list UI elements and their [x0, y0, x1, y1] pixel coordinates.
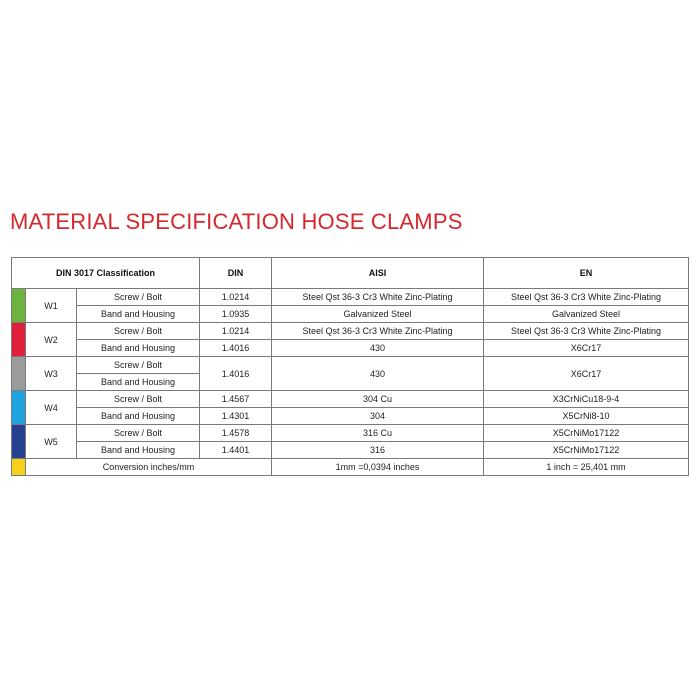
aisi-cell: 430	[272, 340, 484, 357]
header-en: EN	[484, 258, 689, 289]
en-cell: X6Cr17	[484, 357, 689, 391]
aisi-cell: 304 Cu	[272, 391, 484, 408]
conversion-color-bar	[12, 459, 26, 476]
aisi-cell: Galvanized Steel	[272, 306, 484, 323]
part-cell: Band and Housing	[77, 306, 200, 323]
conversion-en: 1 inch = 25,401 mm	[484, 459, 689, 476]
part-cell: Band and Housing	[77, 340, 200, 357]
table-row	[12, 340, 689, 357]
part-cell: Screw / Bolt	[77, 425, 200, 442]
aisi-cell: 430	[272, 357, 484, 391]
material-spec-table	[11, 257, 689, 476]
en-cell: Steel Qst 36-3 Cr3 White Zinc-Plating	[484, 323, 689, 340]
en-cell: X6Cr17	[484, 340, 689, 357]
din-cell: 1.4016	[200, 357, 272, 391]
grade-color-bar	[12, 323, 26, 357]
part-cell: Screw / Bolt	[77, 391, 200, 408]
table-row	[12, 357, 689, 374]
table-row	[12, 442, 689, 459]
en-cell: Steel Qst 36-3 Cr3 White Zinc-Plating	[484, 289, 689, 306]
part-cell: Band and Housing	[77, 442, 200, 459]
din-cell: 1.4016	[200, 340, 272, 357]
aisi-cell: 316 Cu	[272, 425, 484, 442]
din-cell: 1.4567	[200, 391, 272, 408]
din-cell: 1.0935	[200, 306, 272, 323]
header-classification: DIN 3017 Classification	[12, 258, 200, 289]
grade-color-bar	[12, 425, 26, 459]
din-cell: 1.4401	[200, 442, 272, 459]
din-cell: 1.0214	[200, 323, 272, 340]
part-cell: Screw / Bolt	[77, 289, 200, 306]
din-cell: 1.4301	[200, 408, 272, 425]
table-row	[12, 391, 689, 408]
grade-label: W5	[26, 425, 77, 459]
table-row	[12, 425, 689, 442]
grade-color-bar	[12, 289, 26, 323]
conversion-row	[12, 459, 689, 476]
page-title: MATERIAL SPECIFICATION HOSE CLAMPS	[10, 209, 463, 234]
din-cell: 1.0214	[200, 289, 272, 306]
part-cell: Screw / Bolt	[77, 323, 200, 340]
grade-label: W4	[26, 391, 77, 425]
header-aisi: AISI	[272, 258, 484, 289]
table-row	[12, 306, 689, 323]
aisi-cell: Steel Qst 36-3 Cr3 White Zinc-Plating	[272, 323, 484, 340]
table-row	[12, 289, 689, 306]
part-cell: Band and Housing	[77, 408, 200, 425]
en-cell: X3CrNiCu18-9-4	[484, 391, 689, 408]
header-row	[12, 258, 689, 289]
conversion-aisi: 1mm =0,0394 inches	[272, 459, 484, 476]
header-din: DIN	[200, 258, 272, 289]
en-cell: X5CrNiMo17122	[484, 442, 689, 459]
grade-label: W3	[26, 357, 77, 391]
aisi-cell: 316	[272, 442, 484, 459]
aisi-cell: Steel Qst 36-3 Cr3 White Zinc-Plating	[272, 289, 484, 306]
conversion-label: Conversion inches/mm	[26, 459, 272, 476]
din-cell: 1.4578	[200, 425, 272, 442]
en-cell: Galvanized Steel	[484, 306, 689, 323]
grade-label: W1	[26, 289, 77, 323]
grade-color-bar	[12, 357, 26, 391]
en-cell: X5CrNi8-10	[484, 408, 689, 425]
grade-label: W2	[26, 323, 77, 357]
table-row	[12, 323, 689, 340]
part-cell: Band and Housing	[77, 374, 200, 391]
aisi-cell: 304	[272, 408, 484, 425]
table-row	[12, 408, 689, 425]
grade-color-bar	[12, 391, 26, 425]
part-cell: Screw / Bolt	[77, 357, 200, 374]
en-cell: X5CrNiMo17122	[484, 425, 689, 442]
